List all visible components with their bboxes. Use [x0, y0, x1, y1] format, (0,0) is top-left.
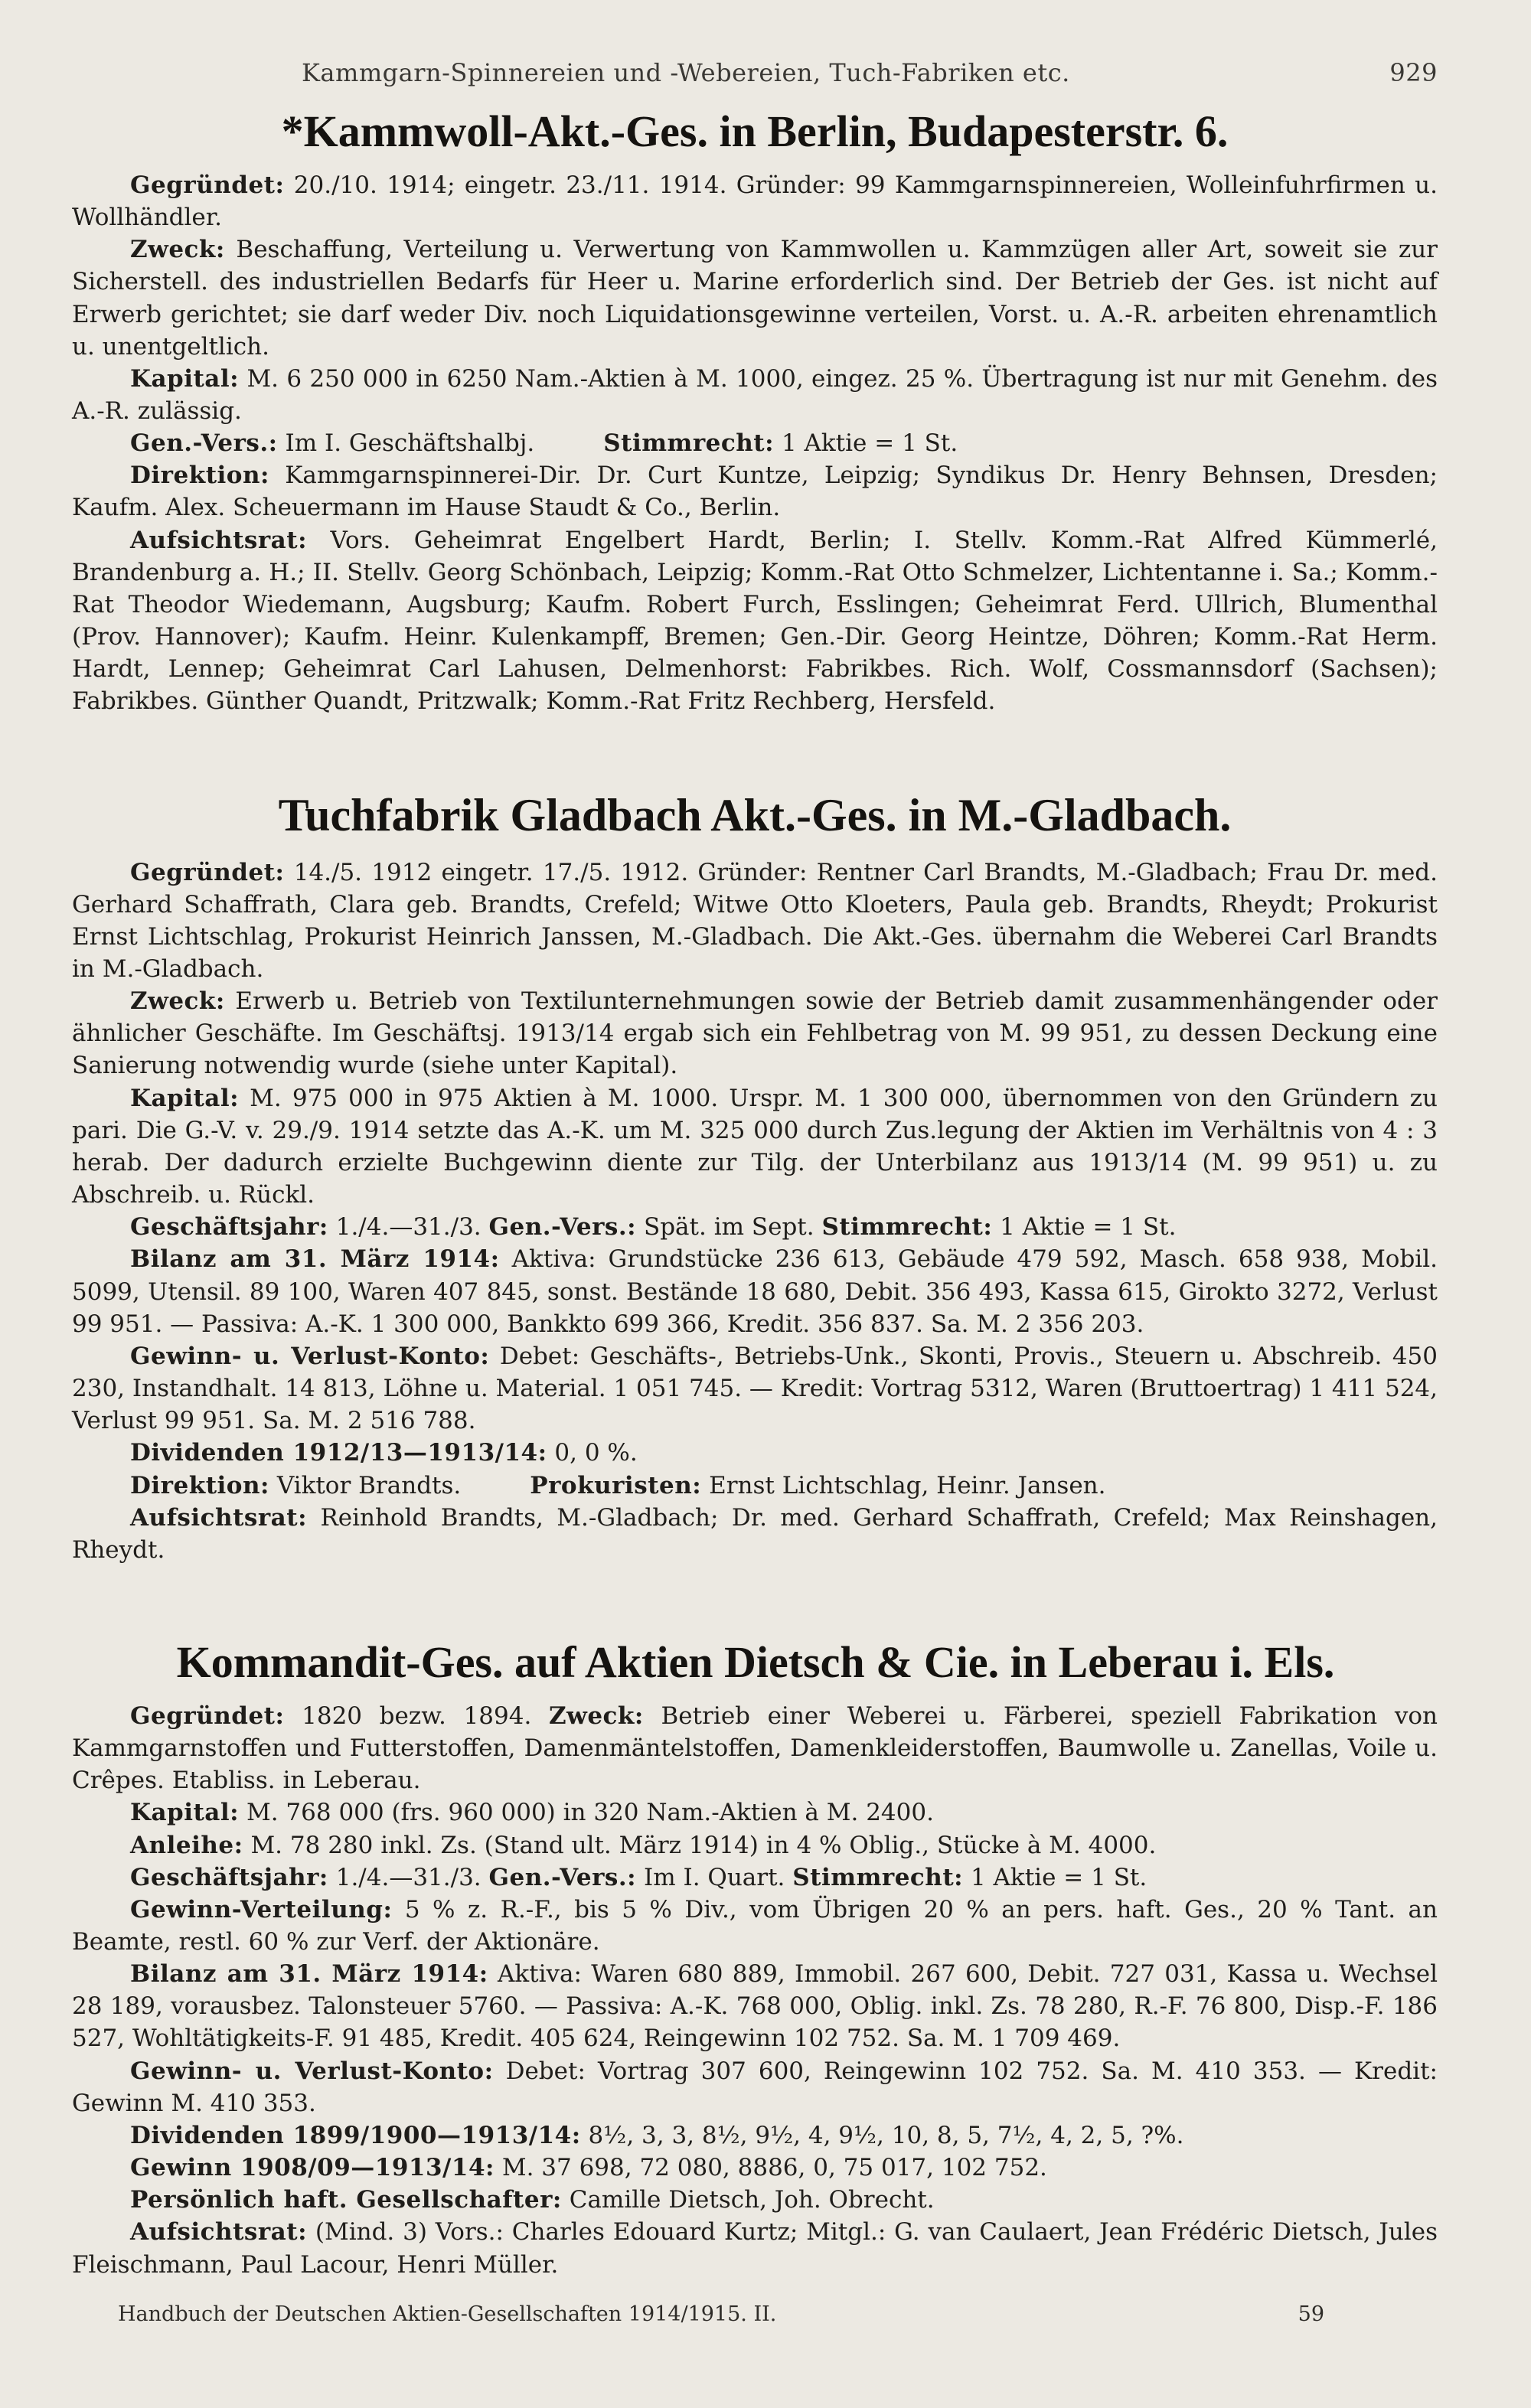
footer-book-title: Handbuch der Deutschen Aktien-Gesellschaften 1914/1915. II. — [118, 2302, 777, 2326]
entry-label: Stimmrecht: — [821, 1213, 993, 1242]
entry-text: Reinhold Brandts, M.-Gladbach; Dr. med. Gerhard Schaffrath, Crefeld; Max Reinshagen, Rheydt. — [72, 1503, 1438, 1564]
company-title: *Kammwoll-Akt.-Ges. in Berlin, Budapesterstr. 6. — [281, 106, 1229, 156]
entry-label: Gegründet: — [130, 1702, 285, 1730]
entry-text: Ernst Lichtschlag, Heinr. Jansen. — [709, 1471, 1106, 1499]
entry-label: Stimmrecht: — [603, 429, 775, 458]
entry-text: 1./4.—31./3. — [335, 1863, 481, 1891]
entry-kapital — [72, 1796, 1438, 1829]
entry-label: Gegründet: — [130, 858, 285, 886]
footer-signature: 59 — [1298, 2302, 1324, 2326]
entry-gewinn — [72, 2152, 1438, 2184]
entry-gewinn-verlust — [72, 1340, 1438, 1437]
entry-bilanz — [72, 1243, 1438, 1339]
entry-text: 14./5. 1912 eingetr. 17./5. 1912. Gründer: Rentner Carl Brandts, M.-Gladbach; Frau Dr. med. Gerhard Schaffrath, Clara geb. Brandts, Crefeld; Witwe Otto Kloeters, Paula geb. Brandts, Rheydt; Prokurist Ernst Lichtschlag, Prokurist Heinrich Janssen, M.-Gladbach. Die Akt.-Ges. übernahm die Weberei Carl Brandts in M.-Gladbach. — [72, 858, 1438, 984]
entry-label: Gen.-Vers.: — [488, 1213, 637, 1242]
entry-text: Betrieb einer Weberei u. Färberei, speziell Fabrikation von Kammgarnstoffen und Futterstoffen, Damenmäntelstoffen, Damenkleiderstoffen, Baumwolle u. Zanellas, Voile u. Crêpes. Etabliss. in Leberau. — [72, 1702, 1438, 1795]
entry-text: Aktiva: Waren 680 889, Immobil. 267 600, Debit. 727 031, Kassa u. Wechsel 28 189, vorausbez. Talonsteuer 5760. — Passiva: A.-K. 768 000, Oblig. inkl. Zs. 78 280, R.-F. 76 800, Disp.-F. 186 527, Wohltätigkeits-F. 91 485, Kredit. 405 624, Reingewinn 102 752. Sa. M. 1 709 469. — [72, 1960, 1438, 2053]
page-footer — [72, 2302, 1438, 2326]
entry-label: Kapital: — [130, 364, 240, 393]
entry-aufsichtsrat — [72, 524, 1438, 718]
entry-aufsichtsrat — [72, 1502, 1438, 1566]
entry-label: Gen.-Vers.: — [130, 429, 278, 458]
entry-text: 1 Aktie = 1 St. — [970, 1863, 1147, 1891]
entry-text: 20./10. 1914; eingetr. 23./11. 1914. Gründer: 99 Kammgarnspinnereien, Wolleinfuhrfirmen u. Wollhändler. — [72, 171, 1438, 232]
entry-gen-vers — [72, 427, 1438, 459]
entry-label: Direktion: — [130, 462, 269, 490]
entry-text: M. 6 250 000 in 6250 Nam.-Aktien à M. 1000, eingez. 25 %. Übertragung ist nur mit Genehm. des A.-R. zulässig. — [72, 364, 1438, 425]
page-number: 929 — [1389, 58, 1438, 87]
entry-direktion — [72, 459, 1438, 524]
entry-anleihe — [72, 1829, 1438, 1861]
entry-text: 1820 bezw. 1894. — [302, 1702, 532, 1730]
entry-label: Gen.-Vers.: — [488, 1863, 637, 1891]
entry-zweck — [72, 985, 1438, 1082]
entry-text: Debet: Vortrag 307 600, Reingewinn 102 752. Sa. M. 410 353. — Kredit: Gewinn M. 410 353. — [72, 2057, 1438, 2117]
entry-label: Geschäftsjahr: — [130, 1213, 328, 1242]
entry-text: 0, 0 %. — [554, 1439, 638, 1467]
entry-text: 1 Aktie = 1 St. — [781, 429, 958, 458]
entry-text: 1./4.—31./3. — [335, 1213, 481, 1242]
entry-label: Bilanz am 31. März 1914: — [130, 1960, 488, 1989]
entry-label: Zweck: — [549, 1702, 644, 1730]
entry-label: Anleihe: — [130, 1831, 243, 1859]
company-title: Tuchfabrik Gladbach Akt.-Ges. in M.-Gladbach. — [278, 789, 1232, 840]
entry-label: Kapital: — [130, 1084, 240, 1112]
entry-text: Debet: Geschäfts-, Betriebs-Unk., Skonti, Provis., Steuern u. Abschreib. 450 230, Instandhalt. 14 813, Löhne u. Material. 1 051 745. — Kredit: Vortrag 5312, Waren (Bruttoertrag) 1 411 524, Verlust 99 951. Sa. M. 2 516 788. — [72, 1342, 1438, 1435]
entry-text: Kammgarnspinnerei-Dir. Dr. Curt Kuntze, Leipzig; Syndikus Dr. Henry Behnsen, Dresden; Kaufm. Alex. Scheuermann im Hause Staudt & Co., Berlin. — [72, 462, 1438, 522]
entry-label: Stimmrecht: — [792, 1863, 964, 1891]
entry-text: 8½, 3, 3, 8½, 9½, 4, 9½, 10, 8, 5, 7½, 4, 2, 5, ?%. — [588, 2121, 1184, 2149]
entry-label: Gewinn 1908/09—1913/14: — [130, 2154, 495, 2182]
running-title: Kammgarn-Spinnereien und -Webereien, Tuch-Fabriken etc. — [302, 58, 1070, 87]
entry-text: 5 % z. R.-F., bis 5 % Div., vom Übrigen 20 % an pers. haft. Ges., 20 % Tant. an Beamte, restl. 60 % zur Verf. der Aktionäre. — [72, 1895, 1438, 1956]
entry-gewinn-verlust — [72, 2055, 1438, 2119]
entry-text: M. 78 280 inkl. Zs. (Stand ult. März 1914) in 4 % Oblig., Stücke à M. 4000. — [250, 1831, 1157, 1859]
entry-label: Geschäftsjahr: — [130, 1863, 328, 1891]
company-kammwoll — [72, 106, 1438, 718]
entry-label: Gewinn- u. Verlust-Konto: — [130, 2057, 494, 2085]
entry-text: Im I. Geschäftshalbj. — [285, 429, 535, 458]
entry-label: Direktion: — [130, 1471, 269, 1499]
entry-label: Dividenden 1912/13—1913/14: — [130, 1439, 547, 1467]
entry-kapital — [72, 363, 1438, 427]
entry-label: Zweck: — [130, 987, 225, 1016]
running-head — [72, 58, 1438, 87]
entry-label: Dividenden 1899/1900—1913/14: — [130, 2121, 581, 2149]
entry-label: Aufsichtsrat: — [130, 2218, 308, 2246]
entry-gesellschafter — [72, 2184, 1438, 2216]
entry-label: Aufsichtsrat: — [130, 526, 308, 554]
entry-geschaeftsjahr — [72, 1211, 1438, 1243]
entry-label: Gewinn- u. Verlust-Konto: — [130, 1342, 490, 1370]
entry-text: Viktor Brandts. — [276, 1471, 462, 1499]
entry-gewinn-verteilung — [72, 1894, 1438, 1958]
entry-dividenden — [72, 1437, 1438, 1469]
entry-label: Zweck: — [130, 236, 225, 264]
entry-label: Bilanz am 31. März 1914: — [130, 1245, 500, 1274]
entry-kapital — [72, 1082, 1438, 1212]
entry-text: M. 768 000 (frs. 960 000) in 320 Nam.-Aktien à M. 2400. — [246, 1799, 934, 1827]
entry-gegruendet — [72, 857, 1438, 986]
entry-label: Gegründet: — [130, 171, 285, 199]
entry-text: (Mind. 3) Vors.: Charles Edouard Kurtz; Mitgl.: G. van Caulaert, Jean Frédéric Dietsch, Jules Fleischmann, Paul Lacour, Henri Müller. — [72, 2218, 1438, 2279]
company-title: Kommandit-Ges. auf Aktien Dietsch & Cie. in Leberau i. Els. — [176, 1636, 1335, 1687]
entry-direktion — [72, 1470, 1438, 1502]
entry-text: 1 Aktie = 1 St. — [1000, 1213, 1177, 1242]
company-dietsch-leberau — [72, 1636, 1438, 2281]
entry-label: Aufsichtsrat: — [130, 1503, 308, 1532]
entry-text: M. 975 000 in 975 Aktien à M. 1000. Urspr. M. 1 300 000, übernommen von den Gründern zu pari. Die G.-V. v. 29./9. 1914 setzte das A.-K. um M. 325 000 durch Zus.legung der Aktien im Verhältnis von 4 : 3 herab. Der dadurch erzielte Buchgewinn diente zur Tilg. der Unterbilanz aus 1913/14 (M. 99 951) u. zu Abschreib. u. Rückl. — [72, 1084, 1438, 1209]
entry-text: Camille Dietsch, Joh. Obrecht. — [569, 2186, 935, 2214]
entry-text: Vors. Geheimrat Engelbert Hardt, Berlin; I. Stellv. Komm.-Rat Alfred Kümmerlé, Brandenburg a. H.; II. Stellv. Georg Schönbach, Leipzig; Komm.-Rat Otto Schmelzer, Lichtentanne i. Sa.; Komm.-Rat Theodor Wiedemann, Augsburg; Kaufm. Robert Furch, Esslingen; Geheimrat Ferd. Ullrich, Blumenthal (Prov. Hannover); Kaufm. Heinr. Kulenkampff, Bremen; Gen.-Dir. Georg Heintze, Döhren; Komm.-Rat Herm. Hardt, Lennep; Geheimrat Carl Lahusen, Delmenhorst: Fabrikbes. Rich. Wolf, Cossmannsdorf (Sachsen); Fabrikbes. Günther Quandt, Pritzwalk; Komm.-Rat Fritz Rechberg, Hersfeld. — [72, 526, 1438, 716]
entry-text: Aktiva: Grundstücke 236 613, Gebäude 479 592, Masch. 658 938, Mobil. 5099, Utensil. 89 100, Waren 407 845, sonst. Bestände 18 680, Debit. 356 493, Kassa 615, Girokto 3272, Verlust 99 951. — Passiva: A.-K. 1 300 000, Bankkto 699 366, Kredit. 356 837. Sa. M. 2 356 203. — [72, 1245, 1438, 1338]
entry-dividenden — [72, 2119, 1438, 2152]
company-tuchfabrik-gladbach — [72, 791, 1438, 1566]
entry-aufsichtsrat — [72, 2216, 1438, 2280]
entry-label: Kapital: — [130, 1799, 240, 1827]
entry-label: Gewinn-Verteilung: — [130, 1895, 393, 1923]
entry-text: Spät. im Sept. — [643, 1213, 814, 1242]
entry-label: Persönlich haft. Gesellschafter: — [130, 2186, 562, 2214]
entry-gegruendet — [72, 1700, 1438, 1796]
entry-bilanz — [72, 1958, 1438, 2054]
entry-text: Beschaffung, Verteilung u. Verwertung von Kammwollen u. Kammzügen aller Art, soweit sie zur Sicherstell. des industriellen Bedarfs für Heer u. Marine erforderlich sind. Der Betrieb der Ges. ist nicht auf Erwerb gerichtet; sie darf weder Div. noch Liquidationsgewinne verteilen, Vorst. u. A.-R. arbeiten ehrenamtlich u. unentgeltlich. — [72, 236, 1438, 361]
entry-text: M. 37 698, 72 080, 8886, 0, 75 017, 102 752. — [501, 2154, 1047, 2182]
entry-text: Im I. Quart. — [643, 1863, 785, 1891]
entry-zweck — [72, 233, 1438, 363]
entry-gegruendet — [72, 169, 1438, 233]
entry-text: Erwerb u. Betrieb von Textilunternehmungen sowie der Betrieb damit zusammenhängender oder ähnlicher Geschäfte. Im Geschäftsj. 1913/14 ergab sich ein Fehlbetrag von M. 99 951, zu dessen Deckung eine Sanierung notwendig wurde (siehe unter Kapital). — [72, 987, 1438, 1080]
entry-geschaeftsjahr — [72, 1861, 1438, 1894]
entry-label: Prokuristen: — [530, 1471, 702, 1499]
